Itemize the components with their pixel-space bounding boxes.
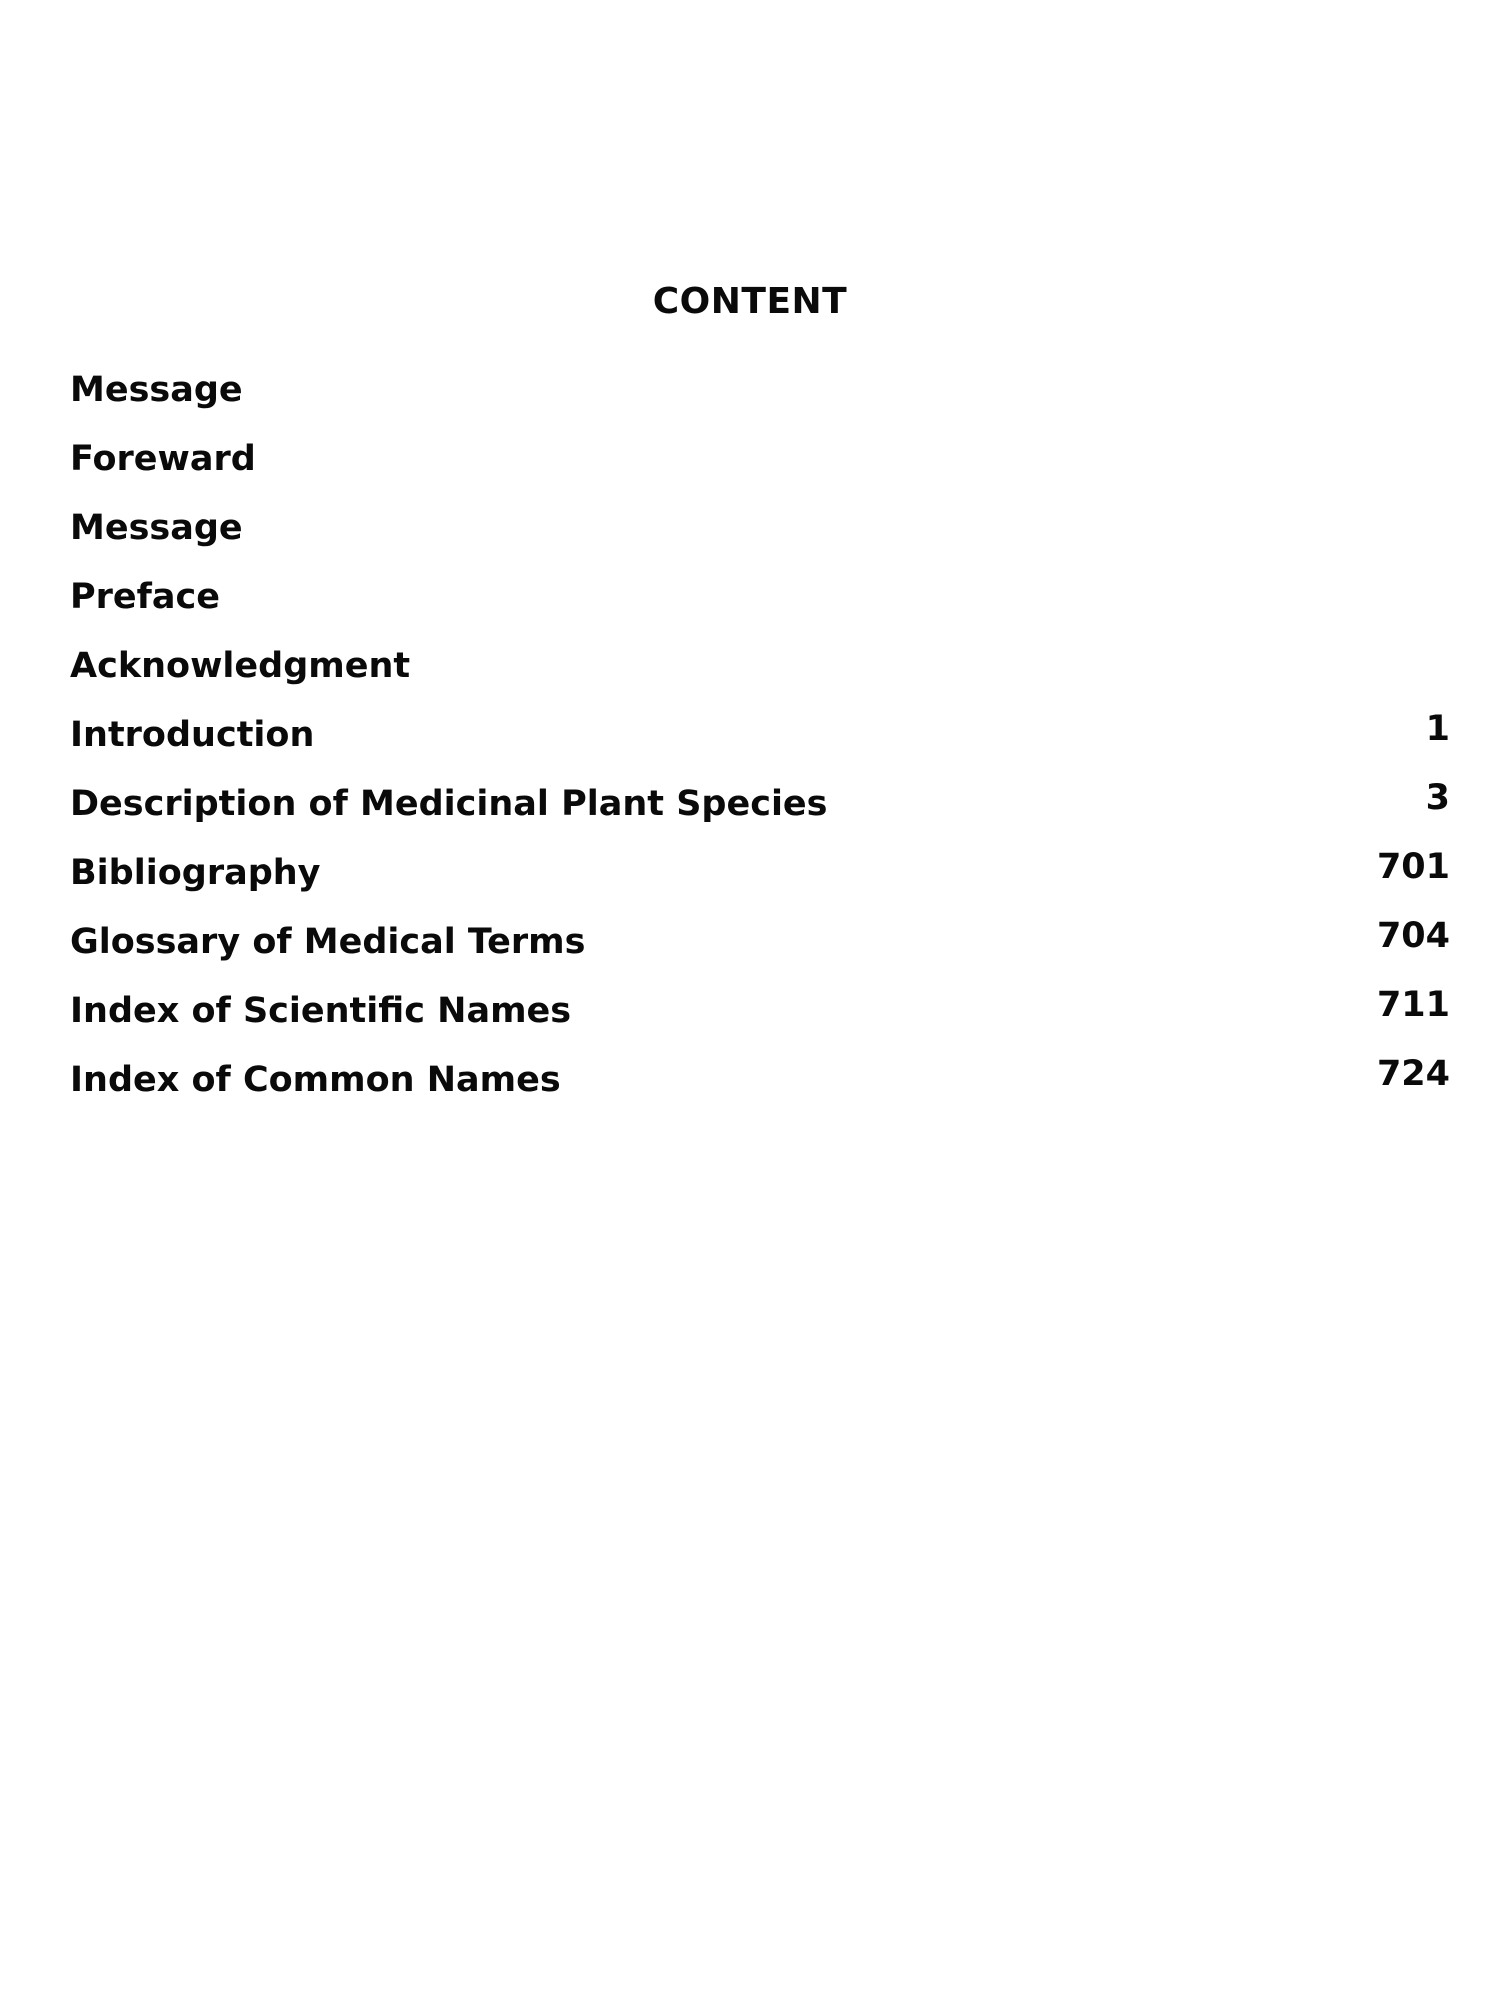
toc-entry-page: 1 [1425,709,1450,749]
page-title: CONTENT [652,281,848,322]
toc-entry-index-scientific [70,985,1450,1058]
toc-entry-message-2 [70,506,1450,575]
toc-entry-acknowledgment [70,644,1450,713]
toc-entry-page: 711 [1376,985,1450,1025]
toc-entry-page: 701 [1376,847,1450,887]
toc-entry-page: 704 [1376,916,1450,956]
toc-entry-title: Message [70,508,243,548]
toc-entry-title: Description of Medicinal Plant Species [70,784,828,824]
toc-entry-page: 724 [1376,1054,1450,1094]
toc-entry-foreward [70,437,1450,506]
toc-entry-page: 3 [1425,778,1450,818]
toc-entry-title: Acknowledgment [70,646,411,686]
toc-entry-title: Bibliography [70,853,321,893]
toc-entry-bibliography [70,847,1450,920]
table-of-contents [70,368,1450,1127]
toc-entry-introduction [70,709,1450,782]
toc-entry-glossary [70,916,1450,989]
toc-entry-title: Message [70,370,243,410]
toc-entry-description [70,778,1450,851]
toc-entry-title: Introduction [70,715,315,755]
toc-entry-index-common [70,1054,1450,1127]
toc-entry-title: Index of Scientific Names [70,991,572,1031]
toc-entry-title: Foreward [70,439,256,479]
toc-entry-title: Preface [70,577,220,617]
toc-entry-title: Index of Common Names [70,1060,561,1100]
toc-entry-title: Glossary of Medical Terms [70,922,586,962]
toc-entry-message [70,368,1450,437]
toc-entry-preface [70,575,1450,644]
